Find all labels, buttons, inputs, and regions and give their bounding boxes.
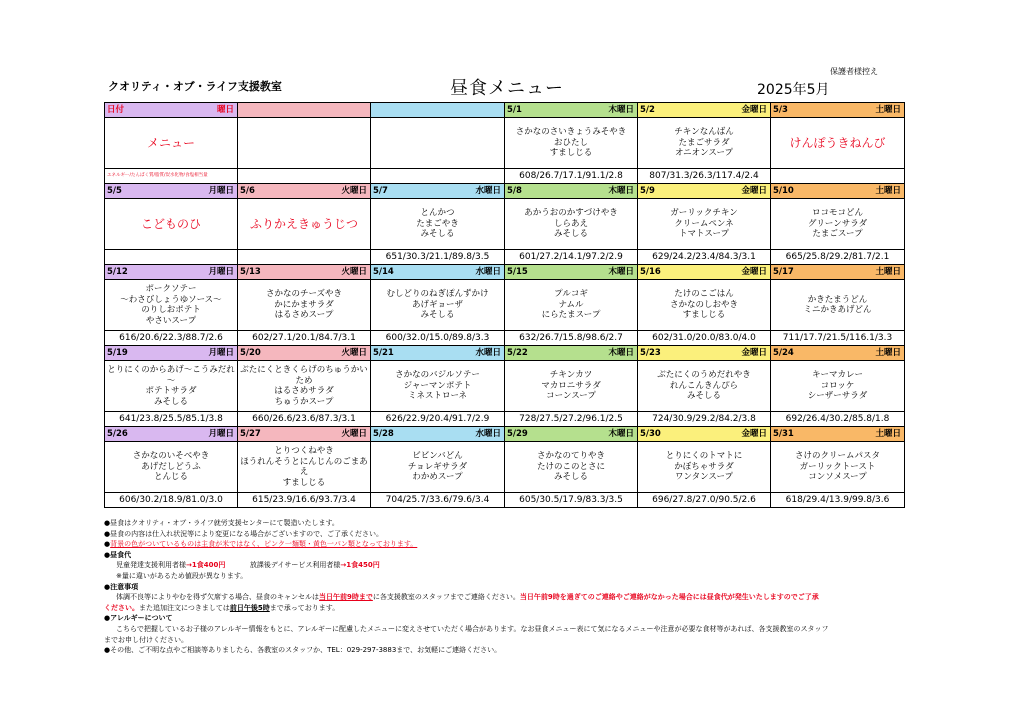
menu-item: プルコギ <box>554 289 588 300</box>
day-nutrition-cell: 608/26.7/17.1/91.1/2.8 <box>505 169 638 184</box>
day-nutrition-cell: 807/31.3/26.3/117.4/2.4 <box>638 169 771 184</box>
day-weekday: 土曜日 <box>875 429 901 439</box>
day-date: 5/12 <box>107 267 128 277</box>
menu-item: とんかつ <box>420 208 455 219</box>
day-date: 5/27 <box>240 429 261 439</box>
day-date: 5/21 <box>373 348 394 358</box>
day-weekday: 火曜日 <box>341 348 367 358</box>
menu-item: トマトスープ <box>678 229 730 240</box>
day-date: 5/2 <box>640 105 655 115</box>
menu-item: とりつくねやき <box>274 446 334 456</box>
menu-item: とりにくのトマトに <box>665 451 743 462</box>
menu-item: とりにくのからあげ～こうみだれ～ <box>107 365 235 386</box>
day-weekday: 金曜日 <box>741 105 767 115</box>
day-weekday: 水曜日 <box>475 348 501 358</box>
menu-item: わかめスープ <box>412 472 463 483</box>
menu-item: みそしる <box>420 310 455 321</box>
menu-item: はるさめサラダ <box>274 386 334 396</box>
menu-item: にらたまスープ <box>541 310 601 321</box>
day-nutrition-cell: 692/26.4/30.2/85.8/1.8 <box>771 412 905 427</box>
week-header-row <box>105 265 905 280</box>
day-menu-cell <box>771 118 905 169</box>
note-production: ●昼食はクオリティ・オブ・ライフ就労支援センターにて製造いたします。 <box>104 519 339 527</box>
caution-text: まで承っております。 <box>269 603 340 612</box>
day-date: 5/8 <box>507 186 522 196</box>
day-weekday: 木曜日 <box>608 267 634 277</box>
day-nutrition-cell: 728/27.5/27.2/96.1/2.5 <box>505 412 638 427</box>
day-header-cell <box>238 103 371 118</box>
menu-item: さかなのチーズやき <box>265 289 343 300</box>
day-weekday: 水曜日 <box>475 429 501 439</box>
legend-day-label: 曜日 <box>216 105 234 115</box>
day-menu-cell <box>638 280 771 331</box>
menu-item: たまごサラダ <box>678 137 730 148</box>
day-header-cell <box>638 427 771 442</box>
day-date: 5/31 <box>773 429 794 439</box>
menu-item: ワンタンスープ <box>674 472 734 483</box>
price-child-label: 児童発達支援利用者様 <box>116 561 186 570</box>
day-header-cell <box>771 184 905 199</box>
menu-item: たまごスープ <box>812 229 863 240</box>
caution-text: に各支援教室のスタッフまでご連絡ください。 <box>372 593 520 602</box>
day-date: 5/30 <box>640 429 661 439</box>
day-nutrition-cell: 600/32.0/15.0/89.8/3.3 <box>371 331 505 346</box>
day-menu-cell <box>238 442 371 493</box>
day-menu-cell <box>638 118 771 169</box>
menu-item: あげギョーザ <box>411 299 463 310</box>
menu-item: コーンスープ <box>546 391 596 402</box>
menu-item: グリーンサラダ <box>807 218 868 229</box>
caution-deadline: 当日午前9時まで <box>319 593 373 602</box>
day-menu-cell <box>371 442 505 493</box>
day-date: 5/6 <box>240 186 255 196</box>
day-date: 5/29 <box>507 429 528 439</box>
page-title: 昼食メニュー <box>450 78 564 99</box>
caution-warning: 当日午前9時を過ぎてのご連絡やご連絡がなかった場合には昼食代が発生いたしますのでご了承 <box>519 593 819 602</box>
menu-item: ガーリックトースト <box>799 461 876 472</box>
day-nutrition-cell: 616/20.6/22.3/88.7/2.6 <box>105 331 238 346</box>
week-menu-row <box>105 199 905 250</box>
week-menu-row <box>105 280 905 331</box>
day-weekday: 木曜日 <box>608 105 634 115</box>
menu-item: むしどりのねぎぽんずかけ <box>386 289 489 300</box>
day-header-cell <box>371 346 505 361</box>
lunch-menu-table <box>104 102 905 508</box>
caution-line-1 <box>104 592 904 603</box>
day-menu-cell <box>371 280 505 331</box>
day-weekday: 水曜日 <box>475 186 501 196</box>
day-menu-cell <box>505 361 638 412</box>
day-header-cell <box>771 427 905 442</box>
day-date: 5/5 <box>107 186 122 196</box>
day-header-cell <box>105 346 238 361</box>
day-menu-cell <box>505 442 638 493</box>
menu-item: みそしる <box>553 229 588 240</box>
day-date: 5/16 <box>640 267 661 277</box>
day-weekday: 土曜日 <box>875 348 901 358</box>
menu-item: やさいスープ <box>145 315 197 326</box>
menu-item: ぶたにくのうめだれやき <box>657 370 751 381</box>
menu-item: さかなのバジルソテー <box>395 370 480 381</box>
menu-item: すましじる <box>682 310 726 321</box>
holiday-name: けんぽうきねんび <box>789 135 886 150</box>
menu-item: ロコモコどん <box>811 208 863 219</box>
day-header-cell <box>371 184 505 199</box>
day-header-cell <box>505 346 638 361</box>
week-header-row <box>105 346 905 361</box>
holiday-name: ふりかえきゅうじつ <box>249 216 358 231</box>
day-menu-cell <box>771 442 905 493</box>
day-nutrition-cell: 618/29.4/13.9/99.8/3.6 <box>771 493 905 508</box>
menu-item: チキンなんばん <box>674 127 734 138</box>
day-nutrition-cell: 651/30.3/21.1/89.8/3.5 <box>371 250 505 265</box>
day-header-cell <box>638 265 771 280</box>
menu-item: たまごやき <box>416 218 459 229</box>
week-menu-row <box>105 361 905 412</box>
caution-heading: ●注意事項 <box>104 582 139 591</box>
day-menu-cell <box>638 442 771 493</box>
day-nutrition-cell: 605/30.5/17.9/83.3/3.5 <box>505 493 638 508</box>
day-menu-cell <box>771 361 905 412</box>
day-nutrition-cell: 626/22.9/20.4/91.7/2.9 <box>371 412 505 427</box>
week-nutrition-row <box>105 331 905 346</box>
day-weekday: 水曜日 <box>475 267 501 277</box>
note-contact: ●その他、ご不明な点やご相談等ありましたら、各教室のスタッフか、TEL：029-297-3883まで、お気軽にご連絡ください。 <box>104 646 502 655</box>
day-nutrition-cell: 660/26.6/23.6/87.3/3.1 <box>238 412 371 427</box>
menu-item: みそしる <box>553 472 588 483</box>
menu-item: すましじる <box>549 148 593 159</box>
menu-item: チキンカツ <box>549 370 593 381</box>
day-menu-cell <box>105 199 238 250</box>
allergy-line-2: までお申し付けください。 <box>104 635 188 644</box>
menu-item: はるさめスープ <box>274 310 334 321</box>
menu-item: さかなのてりやき <box>536 451 605 462</box>
day-weekday: 月曜日 <box>208 267 234 277</box>
day-weekday: 月曜日 <box>208 186 234 196</box>
day-nutrition-cell: 632/26.7/15.8/98.6/2.7 <box>505 331 638 346</box>
day-header-cell <box>638 103 771 118</box>
day-menu-cell <box>505 118 638 169</box>
day-nutrition-cell: 696/27.8/27.0/90.5/2.6 <box>638 493 771 508</box>
day-date: 5/3 <box>773 105 788 115</box>
menu-item: クリームペンネ <box>674 218 734 229</box>
note-changes: ●昼食の内容は仕入れ状況等により変更になる場合がございますので、ご了承ください。 <box>104 529 383 538</box>
day-nutrition-cell <box>771 169 905 184</box>
day-menu-cell <box>771 280 905 331</box>
day-weekday: 木曜日 <box>608 348 634 358</box>
day-menu-cell <box>371 199 505 250</box>
menu-item: かにかまサラダ <box>274 299 334 310</box>
allergy-heading: ●アレルギーについて <box>104 614 173 623</box>
day-header-cell <box>371 265 505 280</box>
week-header-row <box>105 427 905 442</box>
day-menu-cell <box>638 361 771 412</box>
day-date: 5/14 <box>373 267 394 277</box>
day-nutrition-cell <box>371 169 505 184</box>
menu-item: みそしる <box>686 391 721 402</box>
menu-item: マカロニサラダ <box>541 380 601 391</box>
notes-section <box>104 518 904 656</box>
day-nutrition-cell: 641/23.8/25.5/85.1/3.8 <box>105 412 238 427</box>
day-header-cell <box>505 103 638 118</box>
day-date: 5/9 <box>640 186 655 196</box>
day-weekday: 金曜日 <box>741 186 767 196</box>
menu-item: ポークソテー <box>145 284 197 294</box>
menu-item: ガーリックチキン <box>670 208 738 219</box>
menu-month: 2025年5月 <box>757 82 830 98</box>
day-nutrition-cell <box>105 250 238 265</box>
day-nutrition-cell: 665/25.8/29.2/81.7/2.1 <box>771 250 905 265</box>
day-weekday: 土曜日 <box>875 105 901 115</box>
caution-order-deadline: 前日午後5時 <box>229 603 270 612</box>
day-nutrition-cell <box>238 250 371 265</box>
day-nutrition-cell: 629/24.2/23.4/84.3/3.1 <box>638 250 771 265</box>
day-header-cell <box>105 427 238 442</box>
day-date: 5/20 <box>240 348 261 358</box>
caution-line-2 <box>104 603 904 614</box>
menu-item: コロッケ <box>820 380 855 391</box>
note-color-legend <box>104 539 904 550</box>
legend-nutrition-label: エネルギー/たんぱく質/脂質/炭水化物/食塩相当量 <box>105 169 238 184</box>
menu-item: ミニかきあげどん <box>803 305 872 315</box>
menu-item: あかうおのかすづけやき <box>524 208 618 219</box>
day-date: 5/28 <box>373 429 394 439</box>
day-header-cell <box>238 184 371 199</box>
day-menu-cell <box>105 442 238 493</box>
menu-item: すましじる <box>282 477 326 488</box>
week-header-row <box>105 184 905 199</box>
day-header-cell <box>505 265 638 280</box>
price-heading: ●昼食代 <box>104 550 132 559</box>
day-header-cell <box>371 103 505 118</box>
day-menu-cell <box>238 118 371 169</box>
day-date: 5/15 <box>507 267 528 277</box>
day-menu-cell <box>771 199 905 250</box>
day-date: 5/22 <box>507 348 528 358</box>
day-header-cell <box>771 265 905 280</box>
day-weekday: 木曜日 <box>608 186 634 196</box>
note-bullet: ● <box>104 540 111 549</box>
menu-item: ～わさびしょうゆソース～ <box>120 294 222 305</box>
day-nutrition-cell: 602/31.0/20.0/83.0/4.0 <box>638 331 771 346</box>
day-header-cell <box>238 265 371 280</box>
menu-item: コンソメスープ <box>808 472 867 483</box>
day-date: 5/1 <box>507 105 522 115</box>
menu-item: れんこんきんぴら <box>669 380 738 391</box>
price-note: ※量に違いがあるため値段が異なります。 <box>116 571 248 580</box>
day-nutrition-cell: 615/23.9/16.6/93.7/3.4 <box>238 493 371 508</box>
day-nutrition-cell <box>238 169 371 184</box>
menu-item: ちゅうかスープ <box>274 396 334 407</box>
menu-item: さけのクリームパスタ <box>794 451 880 462</box>
day-weekday: 木曜日 <box>608 429 634 439</box>
day-date: 5/19 <box>107 348 128 358</box>
week-menu-row <box>105 442 905 493</box>
day-header-cell <box>638 184 771 199</box>
menu-item: ジャーマンポテト <box>403 380 472 391</box>
menu-item: みそしる <box>153 396 188 407</box>
day-date: 5/7 <box>373 186 388 196</box>
week-nutrition-row <box>105 412 905 427</box>
day-header-cell <box>105 184 238 199</box>
menu-item: ぶたにくときくらげのちゅうかいため <box>240 365 368 386</box>
day-menu-cell <box>505 199 638 250</box>
menu-item: シーザーサラダ <box>807 391 868 402</box>
price-afterschool-label: 放課後デイサービス利用者様 <box>249 561 341 570</box>
legend-date-label: 日付 <box>107 105 125 115</box>
day-nutrition-cell: 602/27.1/20.1/84.7/3.1 <box>238 331 371 346</box>
menu-item: ナムル <box>558 299 584 310</box>
note-color-legend-text: 背景の色がついているものは主食が米ではなく、ピンク一麺類・黄色一パン類となっております。 <box>110 540 418 549</box>
day-header-cell <box>771 103 905 118</box>
copy-label: 保護者様控え <box>830 67 878 76</box>
day-nutrition-cell: 724/30.9/29.2/84.2/3.8 <box>638 412 771 427</box>
menu-item: キーマカレー <box>811 370 863 381</box>
day-menu-cell <box>105 280 238 331</box>
lunch-menu-body <box>105 103 905 508</box>
menu-item: ポテトサラダ <box>145 386 197 396</box>
week-nutrition-row <box>105 169 905 184</box>
day-date: 5/23 <box>640 348 661 358</box>
menu-item: さかなのさいきょうみそやき <box>515 127 627 138</box>
day-menu-cell <box>371 361 505 412</box>
menu-item: とんじる <box>153 472 188 483</box>
day-header-cell <box>238 427 371 442</box>
day-nutrition-cell: 606/30.2/18.9/81.0/3.0 <box>105 493 238 508</box>
day-header-cell <box>505 184 638 199</box>
day-weekday: 土曜日 <box>875 267 901 277</box>
day-weekday: 金曜日 <box>741 267 767 277</box>
caution-warning-end: ください。 <box>104 603 139 612</box>
menu-item: ほうれんそうとにんじんのごまあえ <box>240 456 368 477</box>
day-header-cell <box>638 346 771 361</box>
caution-text: 体調不良等によりやむを得ず欠席する場合、昼食のキャンセルは <box>116 593 319 602</box>
day-weekday: 金曜日 <box>741 348 767 358</box>
menu-item: あげだしどうふ <box>141 461 201 472</box>
day-header-cell <box>105 265 238 280</box>
day-menu-cell <box>371 118 505 169</box>
menu-item: かぼちゃサラダ <box>674 461 734 472</box>
day-nutrition-cell: 601/27.2/14.1/97.2/2.9 <box>505 250 638 265</box>
menu-item: かきたまうどん <box>807 294 868 305</box>
week-menu-row <box>105 118 905 169</box>
day-weekday: 月曜日 <box>208 348 234 358</box>
day-nutrition-cell: 704/25.7/33.6/79.6/3.4 <box>371 493 505 508</box>
menu-item: ミネストローネ <box>407 391 468 402</box>
day-date: 5/24 <box>773 348 794 358</box>
day-menu-cell <box>505 280 638 331</box>
day-header-cell <box>371 427 505 442</box>
day-weekday: 火曜日 <box>341 429 367 439</box>
day-weekday: 火曜日 <box>341 267 367 277</box>
day-menu-cell <box>238 280 371 331</box>
menu-item: たけのこごはん <box>674 289 734 300</box>
price-afterschool-value: →1食450円 <box>340 561 380 570</box>
day-menu-cell <box>638 199 771 250</box>
price-child-value: →1食400円 <box>186 561 226 570</box>
organization-name: クオリティ・オブ・ライフ支援教室 <box>108 80 282 93</box>
day-weekday: 土曜日 <box>875 186 901 196</box>
day-date: 5/26 <box>107 429 128 439</box>
day-weekday: 月曜日 <box>208 429 234 439</box>
week-nutrition-row <box>105 250 905 265</box>
day-header-cell <box>238 346 371 361</box>
menu-item: さかなのいそべやき <box>132 451 210 462</box>
week-nutrition-row <box>105 493 905 508</box>
day-menu-cell <box>105 361 238 412</box>
price-line <box>104 560 904 571</box>
week-header-row <box>105 103 905 118</box>
legend-header-cell <box>105 103 238 118</box>
day-header-cell <box>505 427 638 442</box>
allergy-line-1: こちらで把握しているお子様のアレルギー情報をもとに、アレルギーに配慮したメニューに変えさせていただく場合があります。なお昼食メニュー表にて気になるメニューや注意が必要な食材等があれば、各支援教室のスタッフ <box>116 624 829 633</box>
menu-item: オニオンスープ <box>674 148 734 159</box>
menu-item: チョレギサラダ <box>407 461 468 472</box>
day-date: 5/17 <box>773 267 794 277</box>
menu-item: おひたし <box>553 137 588 148</box>
menu-item: みそしる <box>420 229 455 240</box>
legend-menu-label: メニュー <box>105 118 238 169</box>
day-weekday: 火曜日 <box>341 186 367 196</box>
day-weekday: 金曜日 <box>741 429 767 439</box>
menu-item: のりしおポテト <box>141 305 201 315</box>
caution-text: また追加注文につきましては <box>139 603 230 612</box>
menu-item: ビビンバどん <box>412 451 463 462</box>
menu-item: しらあえ <box>553 218 588 229</box>
day-header-cell <box>771 346 905 361</box>
day-date: 5/10 <box>773 186 794 196</box>
menu-item: さかなのしおやき <box>669 299 738 310</box>
holiday-name: こどものひ <box>140 216 201 231</box>
day-nutrition-cell: 711/17.7/21.5/116.1/3.3 <box>771 331 905 346</box>
day-menu-cell <box>238 361 371 412</box>
menu-item: たけのこのとさに <box>536 461 605 472</box>
day-menu-cell <box>238 199 371 250</box>
day-date: 5/13 <box>240 267 261 277</box>
